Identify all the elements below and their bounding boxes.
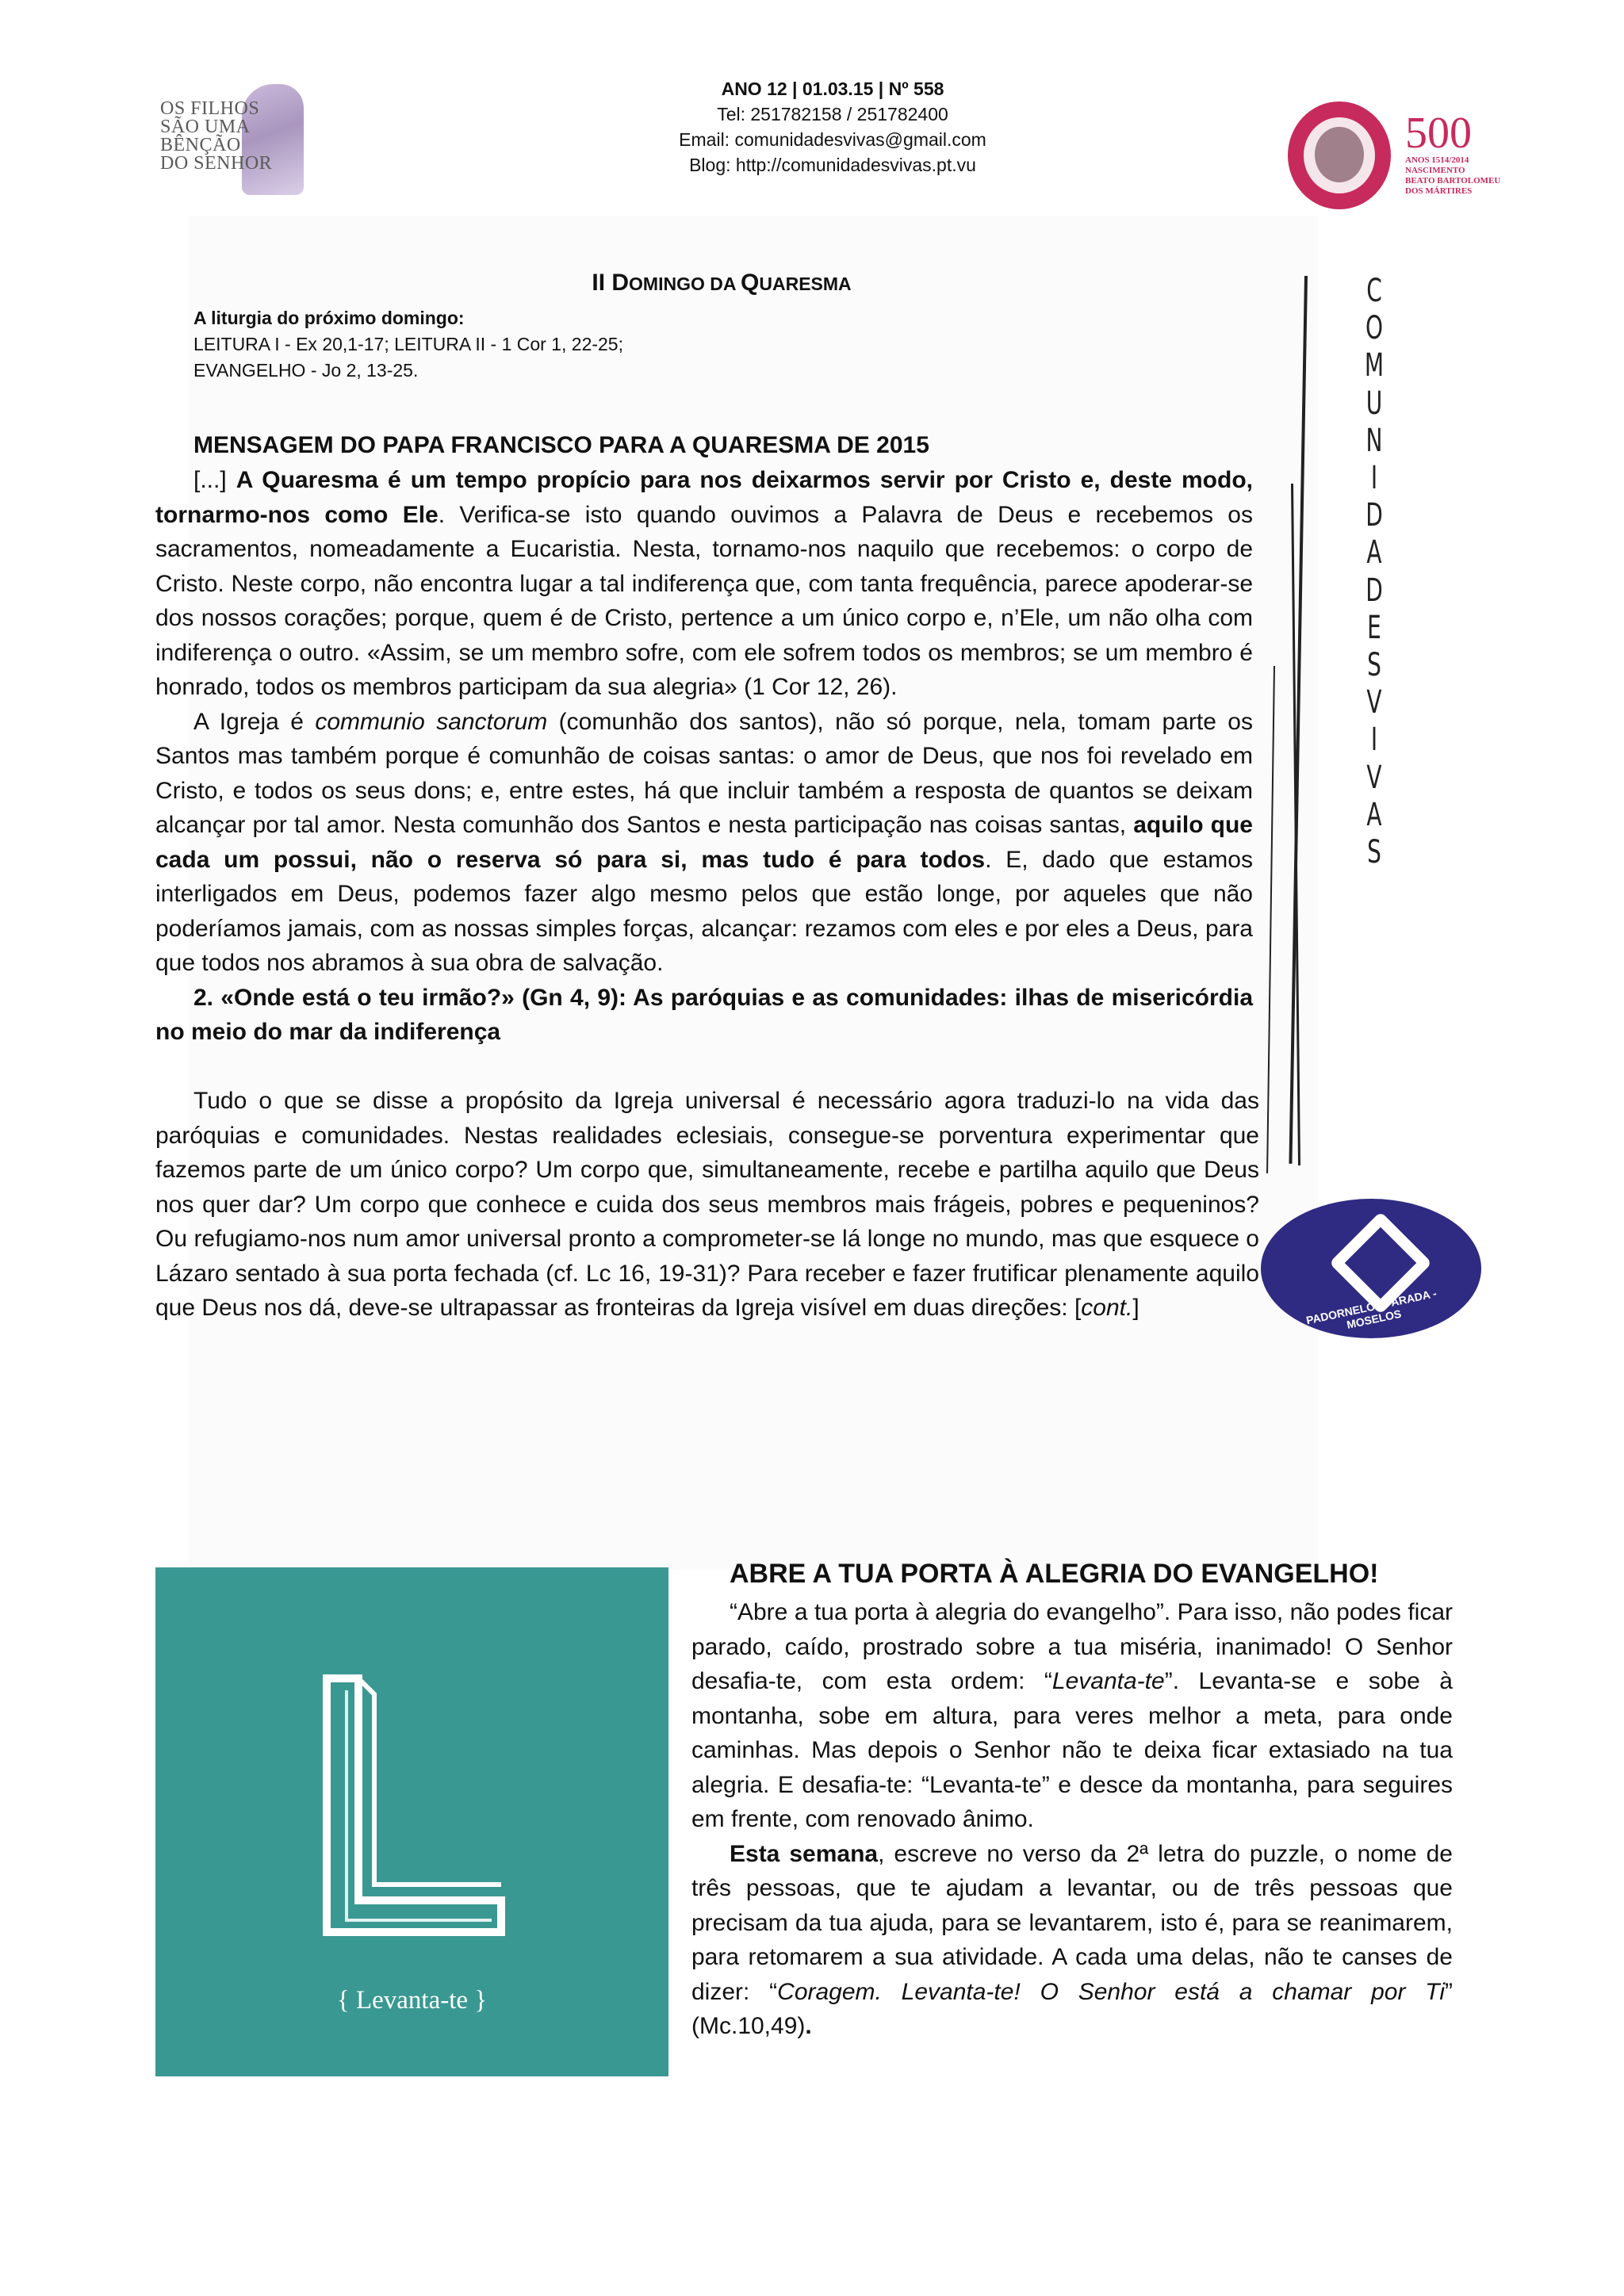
logo-line: SÃO UMA	[160, 117, 251, 137]
seal-portrait	[1315, 127, 1364, 182]
text-run-bold: aquilo que cada um possui, não o reserva só para si, mas tudo é para todos	[155, 812, 1253, 873]
image-caption: { Levanta-te }	[336, 1986, 488, 2015]
message-title: MENSAGEM DO PAPA FRANCISCO PARA A QUARESMA DE 2015	[193, 432, 929, 458]
text-run: . Verifica-se isto quando ouvimos a Palavra de Deus e recebemos os sacramentos, nomeadamente a Eucaristia. Nesta, tornamo-nos naquilo que recebemos: o corpo de Cristo. Neste corpo, não encontra lugar a tal indiferença que, com tanta frequência, parece apoderar-se dos nossos corações; porque, quem é de Cristo, pertence a um único corpo e, n’Ele, um não olha com indiferença o outro. «Assim, se um membro sofre, com ele sofrem todos os membros; se um membro é honrado, todos os membros participam da sua alegria» (1 Cor 12, 26).	[155, 501, 1253, 700]
liturgy-block	[193, 305, 623, 384]
header-info	[555, 76, 1110, 178]
anniversary-number: 500	[1405, 109, 1472, 158]
message-paragraph	[155, 705, 1253, 981]
text-run-bold: A Quaresma é um tempo propício para nos deixarmos servir por Cristo e, deste modo, tornarmo-nos como Ele	[155, 467, 1253, 528]
vertical-letter: I	[1370, 460, 1378, 497]
parish-logo-label: PADORNELO - PARADA - MOSELOS	[1304, 1286, 1438, 1331]
sunday-title-part: II D	[592, 270, 630, 296]
vertical-letter: N	[1365, 422, 1383, 459]
text-run: , escreve no verso da 2ª letra do puzzle, o nome de três pessoas, que te ajudam a levantar, ou de três pessoas que precisam da tua ajuda, para se levantarem, isto é, para se reanimarem, para retomarem a sua atividade. A cada uma delas, não te canses de dizer: “	[691, 1840, 1453, 2005]
anniversary-line: DOS MÁRTIRES	[1405, 186, 1473, 196]
text-run-italic: Levanta-te	[1051, 1668, 1165, 1694]
vertical-letter: V	[1366, 759, 1382, 796]
vertical-letter: C	[1366, 273, 1382, 309]
text-run-italic: cont.	[1081, 1295, 1133, 1321]
sunday-title	[190, 270, 1253, 297]
comunidades-vivas-vertical	[1356, 273, 1392, 871]
message-paragraph	[155, 1084, 1259, 1326]
section-heading	[155, 981, 1253, 1050]
logo-os-filhos-text	[160, 100, 272, 173]
vertical-letter: M	[1364, 347, 1385, 385]
email-line: Email: comunidadesvivas@gmail.com	[679, 129, 986, 150]
abre-body	[155, 1595, 1453, 2249]
vertical-letter: S	[1367, 647, 1381, 684]
liturgy-gospel: EVANGELHO - Jo 2, 13-25.	[193, 360, 419, 381]
abre-paragraph-wrap	[155, 1837, 1453, 2044]
text-run-bold: .	[805, 2013, 812, 2039]
text-run: ” (Mc.10,49)	[691, 1978, 1453, 2039]
tel-line: Tel: 251782158 / 251782400	[717, 104, 948, 124]
text-run: [...]	[193, 467, 236, 493]
anniversary-line: ANOS 1514/2014	[1405, 155, 1469, 165]
sunday-title-part: Q	[741, 270, 760, 296]
sunday-title-part: OMINGO DA	[629, 274, 741, 294]
text-run: “Abre a tua porta à alegria do evangelho”. Para isso, não podes ficar parado, caído, prostrado sobre a tua miséria, inanimado! O Senhor desafia-te, com esta ordem: “	[691, 1599, 1453, 1694]
liturgy-heading: A liturgia do próximo domingo:	[193, 308, 465, 328]
message-body-continued	[155, 1084, 1259, 1326]
vertical-letter: U	[1365, 385, 1383, 422]
text-run-bold: Esta semana	[730, 1840, 879, 1867]
logo-os-filhos	[159, 84, 301, 195]
sunday-title-part: UARESMA	[759, 274, 852, 294]
text-run-italic: communio sanctorum	[315, 708, 548, 735]
text-run: . E, dado que estamos interligados em Deus, podemos fazer algo mesmo pelos que estão longe, por aqueles que não poderíamos jamais, com as nossas simples forças, alcançar: rezamos com eles e por eles a Deus, para que todos nos abramos à sua obra de salvação.	[155, 846, 1253, 976]
anniversary-line: NASCIMENTO	[1405, 166, 1465, 175]
message-body	[155, 463, 1253, 1050]
vertical-letter: O	[1365, 310, 1384, 347]
logo-line: OS FILHOS	[160, 98, 260, 119]
text-run-italic: Coragem. Levanta-te! O Senhor está a chamar por Ti	[777, 1978, 1445, 2005]
abre-paragraph	[691, 1595, 1453, 1837]
abre-title: ABRE A TUA PORTA À ALEGRIA DO EVANGELHO!	[730, 1559, 1379, 1589]
logo-line: DO SENHOR	[160, 153, 273, 174]
text-run-bold: 2. «Onde está o teu irmão?» (Gn 4, 9): As paróquias e as comunidades: ilhas de misericórdia no meio do mar da indiferença	[155, 984, 1253, 1045]
vertical-letter: E	[1367, 609, 1381, 646]
message-paragraph	[155, 463, 1253, 705]
vertical-letter: V	[1366, 684, 1382, 721]
parish-logo	[1261, 1199, 1481, 1338]
issue-line: ANO 12 | 01.03.15 | Nº 558	[721, 78, 944, 99]
float-spacer	[155, 1837, 691, 2249]
blog-line: Blog: http://comunidadesvivas.pt.vu	[689, 155, 976, 175]
text-run: (comunhão dos santos), não só porque, nela, tomam parte os Santos mas também porque é comunhão de coisas santas: o amor de Deus, que nos foi revelado em Cristo, e todos os seus dons; e, entre estes, há que incluir também a resposta de quantos se deixam alcançar por tal amor. Nesta comunhão dos Santos e nesta participação nas coisas santas,	[155, 708, 1253, 838]
anniversary-line: BEATO BARTOLOMEU	[1405, 176, 1501, 186]
vertical-letter: A	[1366, 534, 1382, 572]
vertical-letter: D	[1365, 572, 1383, 609]
text-run: Tudo o que se disse a propósito da Igreja universal é necessário agora traduzi-lo na vida das paróquias e comunidades. Nestas realidades eclesiais, consegue-se porventura experimentar que fazemos parte de um único corpo? Um corpo que, simultaneamente, recebe e partilha aquilo que Deus nos quer dar? Um corpo que conhece e cuida dos seus membros mais frágeis, pobres e pequeninos? Ou refugiamo-nos num amor universal pronto a comprometer-se lá longe no mundo, mas que esquece o Lázaro sentado à sua porta fechada (cf. Lc 16, 19-31)? Para receber e fazer frutificar plenamente aquilo que Deus nos dá, deve-se ultrapassar as fronteiras da Igreja visível em duas direções: [	[155, 1088, 1259, 1321]
anniversary-logo	[1405, 111, 1524, 197]
vertical-letter: D	[1365, 497, 1383, 534]
vertical-letter: I	[1370, 721, 1378, 759]
vertical-letter: S	[1367, 834, 1381, 871]
logo-line: BÊNÇÃO	[160, 135, 241, 155]
vertical-letter: A	[1366, 796, 1382, 833]
liturgy-readings: LEITURA I - Ex 20,1-17; LEITURA II - 1 Cor 1, 22-25;	[193, 334, 623, 354]
text-run: ]	[1132, 1295, 1139, 1321]
text-run: ”. Levanta-se e sobe à montanha, sobe em altura, para veres melhor a meta, para onde caminhas. Mas depois o Senhor não te deixa ficar extasiado na tua alegria. E desafia-te: “Levanta-te” e desce da montanha, para seguires em frente, com renovado ânimo.	[691, 1668, 1453, 1832]
text-run: A Igreja é	[193, 708, 316, 735]
bartolomeu-seal	[1288, 101, 1391, 209]
abre-column	[691, 1595, 1453, 1837]
